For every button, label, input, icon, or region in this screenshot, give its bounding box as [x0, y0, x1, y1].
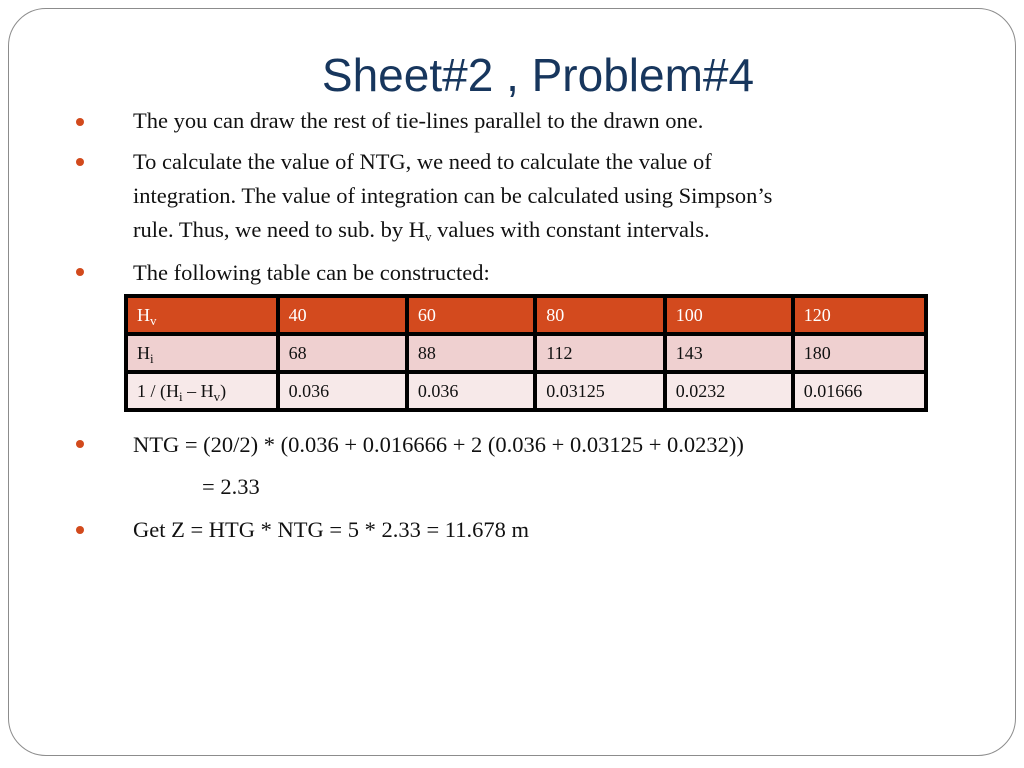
table-cell: 0.036: [407, 372, 535, 410]
table-cell: 40: [278, 296, 407, 334]
bullet-line: [133, 213, 953, 247]
table-cell-label: $H_v$: [126, 296, 278, 334]
table-cell: 0.03125: [535, 372, 665, 410]
bullet-text-tie-lines: The you can draw the rest of tie-lines parallel to the drawn one.: [133, 108, 704, 133]
table-cell-label: $H_i$: [126, 334, 278, 372]
bullet-dot: [76, 268, 80, 272]
table-cell-label: $1 / (H_i - H_v)$: [126, 372, 278, 410]
table-cell: 68: [278, 334, 407, 372]
bullet-text-ntg-calculation: [133, 145, 953, 247]
bullet-dot: [76, 158, 80, 162]
bullet-line: To calculate the value of NTG, we need to calculate the value of: [133, 149, 712, 174]
slide-title: Sheet#2 , Problem#4: [321, 49, 755, 101]
table-cell: 100: [665, 296, 793, 334]
bullet-text-ntg-result: = 2.33: [202, 474, 260, 499]
table-cell: 143: [665, 334, 793, 372]
bullet-dot: [76, 526, 80, 530]
table-cell: 112: [535, 334, 665, 372]
bullet-line: integration. The value of integration can be calculated using Simpson’s: [133, 183, 773, 208]
table-row-hi: [126, 334, 926, 372]
table-cell: 60: [407, 296, 535, 334]
text-run: values with constant intervals.: [431, 217, 710, 242]
table-row-hv: [126, 296, 926, 334]
bullet-text-table-intro: The following table can be constructed:: [133, 260, 490, 285]
table-cell: 80: [535, 296, 665, 334]
subscript-v: v: [425, 229, 432, 244]
bullet-text-z-result: Get Z = HTG * NTG = 5 * 2.33 = 11.678 m: [133, 517, 529, 542]
bullet-dot: [76, 440, 80, 444]
table-cell: 0.01666: [793, 372, 926, 410]
table-cell: 88: [407, 334, 535, 372]
table-cell: 180: [793, 334, 926, 372]
table-row-inverse-diff: [126, 372, 926, 410]
table-cell: 120: [793, 296, 926, 334]
bullet-dot: [76, 118, 80, 122]
bullet-text-ntg-formula: NTG = (20/2) * (0.036 + 0.016666 + 2 (0.036 + 0.03125 + 0.0232)): [133, 432, 744, 457]
table-cell: 0.0232: [665, 372, 793, 410]
text-run: rule. Thus, we need to sub. by H: [133, 217, 426, 242]
table-cell: 0.036: [278, 372, 407, 410]
values-table: [124, 294, 928, 412]
